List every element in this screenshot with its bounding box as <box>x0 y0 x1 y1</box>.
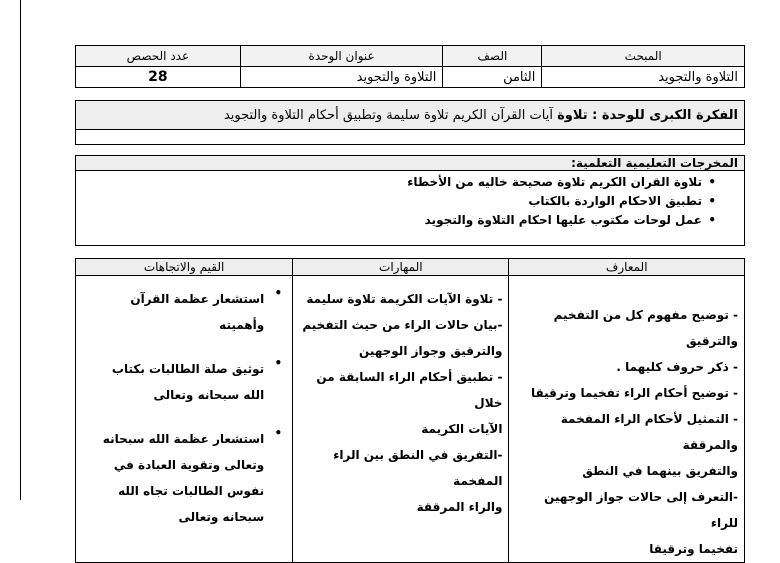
big-idea-text: آيات القرآن الكريم تلاوة سليمة وتطبيق أحكام التلاوة والتجويد <box>223 107 553 123</box>
knowledge-header: المعارف <box>509 259 745 276</box>
value-line: • استشعار عظمة الله سبحانه <box>102 432 265 446</box>
unit-info-table <box>75 45 745 88</box>
subject-header: المبحث <box>542 46 745 67</box>
value-item <box>82 356 286 408</box>
grade-header: الصف <box>443 46 542 67</box>
values-header: القيم والاتجاهات <box>76 259 293 276</box>
lessons-count-value: 28 <box>76 67 241 88</box>
value-line: نفوس الطالبات تجاه الله <box>118 484 265 498</box>
skills-line: - تطبيق أحكام الراء السابقة من خلال <box>316 370 503 410</box>
skills-line: -التفريق في النطق بين الراء المفخمة <box>333 448 503 488</box>
lessons-count-header: عدد الحصص <box>76 46 241 67</box>
knowledge-skills-values-table <box>75 258 745 563</box>
outcome-item: • تطبيق الاحكام الواردة بالكتاب <box>82 192 716 211</box>
knowledge-line: - التمثيل لأحكام الراء المفخمة والمرققة <box>560 412 738 452</box>
value-line: • استشعار عظمة القرآن وأهميته <box>130 292 265 332</box>
knowledge-line: -التعرف إلى حالات جواز الوجهين للراء <box>544 490 738 530</box>
value-line: • توثيق صلة الطالبات بكتاب <box>111 362 265 376</box>
learning-outcomes-box <box>75 155 745 246</box>
skills-cell <box>293 276 509 563</box>
skills-header: المهارات <box>293 259 509 276</box>
knowledge-line: - توضيح أحكام الراء تفخيما وترقيقا <box>531 386 738 400</box>
big-idea-label: الفكرة الكبرى للوحدة : تلاوة <box>557 107 738 123</box>
grade-value: الثامن <box>443 67 542 88</box>
subject-value: التلاوة والتجويد <box>542 67 745 88</box>
big-idea-blank-row <box>76 130 745 145</box>
value-line: الله سبحانه وتعالى <box>153 388 265 402</box>
values-cell <box>76 276 293 563</box>
big-idea-box <box>75 100 745 145</box>
unit-title-value: التلاوة والتجويد <box>240 67 443 88</box>
value-item <box>82 426 286 530</box>
big-idea-row <box>76 101 745 130</box>
knowledge-line: - ذكر حروف كليهما . <box>616 360 738 374</box>
outcomes-list <box>82 173 716 230</box>
skills-line: الآيات الكريمة <box>421 422 503 436</box>
page-margin-line <box>20 0 21 500</box>
knowledge-line: تفخيما وترقيقا <box>649 542 738 556</box>
outcome-item: • تلاوة القران الكريم تلاوة صحيحة خاليه من الأخطاء <box>82 173 716 192</box>
skills-line: - تلاوة الآيات الكريمة تلاوة سليمة <box>306 292 503 306</box>
skills-line: -بيان حالات الراء من حيث التفخيم <box>302 318 503 332</box>
unit-title-header: عنوان الوحدة <box>240 46 443 67</box>
value-item <box>82 286 286 338</box>
value-line: سبحانه وتعالى <box>178 510 265 524</box>
outcomes-heading: المخرجات التعليمية التعلمية: <box>76 156 745 171</box>
skills-line: والراء المرققة <box>416 500 503 514</box>
outcome-item: • عمل لوحات مكتوب عليها احكام التلاوة والتجويد <box>82 211 716 230</box>
value-line: وتعالى وتقوية العبادة في <box>113 458 265 472</box>
outcomes-body <box>76 171 745 246</box>
knowledge-cell <box>509 276 745 563</box>
knowledge-line: - توضيح مفهوم كل من التفخيم والترقيق <box>553 308 738 348</box>
skills-line: والترقيق وجواز الوجهين <box>359 344 503 358</box>
knowledge-line: والتفريق بينهما في النطق <box>582 464 738 478</box>
